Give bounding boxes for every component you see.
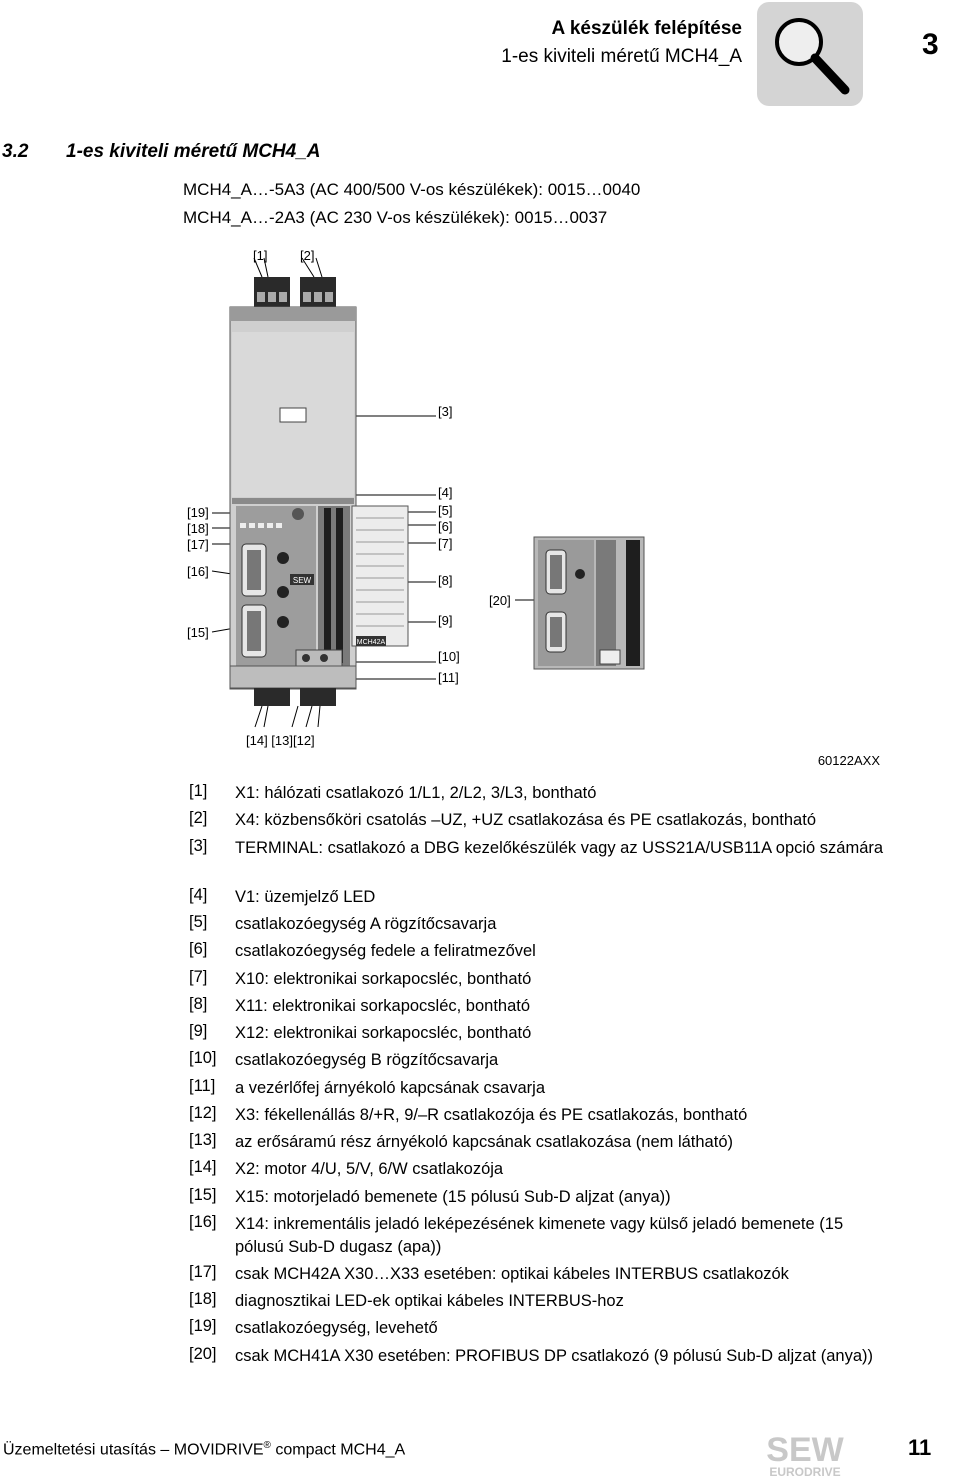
header-subtitle: 1-es kiviteli méretű MCH4_A <box>501 46 742 67</box>
page-number: 11 <box>908 1435 932 1460</box>
legend-number: [6] <box>189 940 208 958</box>
header-title: A készülék felépítése <box>551 18 742 39</box>
legend-text: X12: elektronikai sorkapocsléc, bontható <box>235 1024 532 1042</box>
section-number: 3.2 <box>2 141 29 162</box>
legend-text: TERMINAL: csatlakozó a DBG kezelőkészülék vagy az USS21A/USB11A opció számára <box>235 839 884 857</box>
callout-15: [15] <box>187 625 209 640</box>
legend-text: X15: motorjeladó bemenete (15 pólusú Sub-D aljzat (anya)) <box>235 1188 671 1206</box>
callout-16: [16] <box>187 564 209 579</box>
callout-8: [8] <box>438 573 453 588</box>
legend-text: csatlakozóegység A rögzítőcsavarja <box>235 915 497 933</box>
variant-line: MCH4_A…-2A3 (AC 230 V-os készülékek): 0015…0037 <box>183 208 608 227</box>
legend-text: X2: motor 4/U, 5/V, 6/W csatlakozója <box>235 1160 504 1178</box>
svg-text:SEW: SEW <box>766 1431 844 1469</box>
sew-eurodrive-logo <box>752 1428 858 1478</box>
section-title: 1-es kiviteli méretű MCH4_A <box>66 141 321 162</box>
legend-text: X11: elektronikai sorkapocsléc, bontható <box>235 997 531 1015</box>
callout-9: [9] <box>438 613 453 628</box>
legend-number: [9] <box>189 1022 208 1040</box>
callout-3: [3] <box>438 404 453 419</box>
callout-5: [5] <box>438 503 453 518</box>
callout-11: [11] <box>438 670 459 685</box>
legend-number: [7] <box>189 968 208 986</box>
legend-text: az erősáramú rész árnyékoló kapcsának csatlakozása (nem látható) <box>235 1133 733 1151</box>
footer-product: compact MCH4_A <box>270 1441 406 1459</box>
legend-text: csak MCH42A X30…X33 esetében: optikai kábeles INTERBUS csatlakozók <box>235 1265 789 1283</box>
registered-mark: ® <box>263 1440 271 1451</box>
legend-text: X14: inkrementális jeladó leképezésének kimenete vagy külső jeladó bemenete (15 pólusú Sub-D dugasz (apa)) <box>235 1215 844 1256</box>
device-diagram <box>0 240 960 760</box>
legend-number: [17] <box>189 1263 217 1281</box>
legend-text: csatlakozóegység B rögzítőcsavarja <box>235 1051 499 1069</box>
legend-text: V1: üzemjelző LED <box>235 888 376 906</box>
device-label: MCH42A <box>356 639 386 646</box>
legend-text: a vezérlőfej árnyékoló kapcsának csavarja <box>235 1079 545 1097</box>
footer-manual-title: Üzemeltetési utasítás – MOVIDRIVE <box>3 1441 264 1459</box>
callout-10: [10] <box>438 649 460 664</box>
legend-text: csatlakozóegység fedele a feliratmezővel <box>235 942 536 960</box>
callout-17: [17] <box>187 537 209 552</box>
callout-6: [6] <box>438 519 453 534</box>
legend-number: [16] <box>189 1213 217 1231</box>
legend-text: csatlakozóegység, levehető <box>235 1319 438 1337</box>
legend-text: X4: közbensőköri csatolás –UZ, +UZ csatlakozása és PE csatlakozás, bontható <box>235 811 816 829</box>
legend-number: [5] <box>189 913 208 931</box>
variant-line: MCH4_A…-5A3 (AC 400/500 V-os készülékek): 0015…0040 <box>183 180 641 199</box>
legend-number: [3] <box>189 837 208 855</box>
svg-text:EURODRIVE: EURODRIVE <box>769 1465 841 1478</box>
legend-number: [15] <box>189 1186 217 1204</box>
legend-text: csak MCH41A X30 esetében: PROFIBUS DP csatlakozó (9 pólusú Sub-D aljzat (anya)) <box>235 1347 873 1365</box>
footer-text <box>3 1440 405 1459</box>
legend-text: X3: fékellenállás 8/+R, 9/–R csatlakozója és PE csatlakozás, bontható <box>235 1106 748 1124</box>
legend-text: diagnosztikai LED-ek optikai kábeles INTERBUS-hoz <box>235 1292 624 1310</box>
chapter-number: 3 <box>922 28 939 61</box>
legend-number: [10] <box>189 1049 217 1067</box>
callout-4: [4] <box>438 485 453 500</box>
legend-number: [14] <box>189 1158 217 1176</box>
legend-number: [2] <box>189 809 208 827</box>
legend-number: [12] <box>189 1104 217 1122</box>
brand-mark: SEW <box>292 576 312 585</box>
callout-7: [7] <box>438 536 453 551</box>
legend-number: [18] <box>189 1290 217 1308</box>
legend-number: [11] <box>189 1077 216 1095</box>
legend-number: [19] <box>189 1317 217 1335</box>
legend-number: [4] <box>189 886 208 904</box>
callout-18: [18] <box>187 521 209 536</box>
legend-number: [13] <box>189 1131 217 1149</box>
legend-text: X10: elektronikai sorkapocsléc, bontható <box>235 970 532 988</box>
legend-number: [20] <box>189 1345 217 1363</box>
callout-2: [2] <box>300 248 315 263</box>
legend-number: [1] <box>189 782 208 800</box>
callout-19: [19] <box>187 505 209 520</box>
callout-20: [20] <box>489 593 511 608</box>
callout-14-13-12: [14] [13][12] <box>246 733 315 748</box>
callout-1: [1] <box>253 248 268 263</box>
figure-id: 60122AXX <box>817 753 880 768</box>
legend-text: X1: hálózati csatlakozó 1/L1, 2/L2, 3/L3, bontható <box>235 784 597 802</box>
legend-number: [8] <box>189 995 208 1013</box>
magnifier-icon <box>757 2 863 106</box>
